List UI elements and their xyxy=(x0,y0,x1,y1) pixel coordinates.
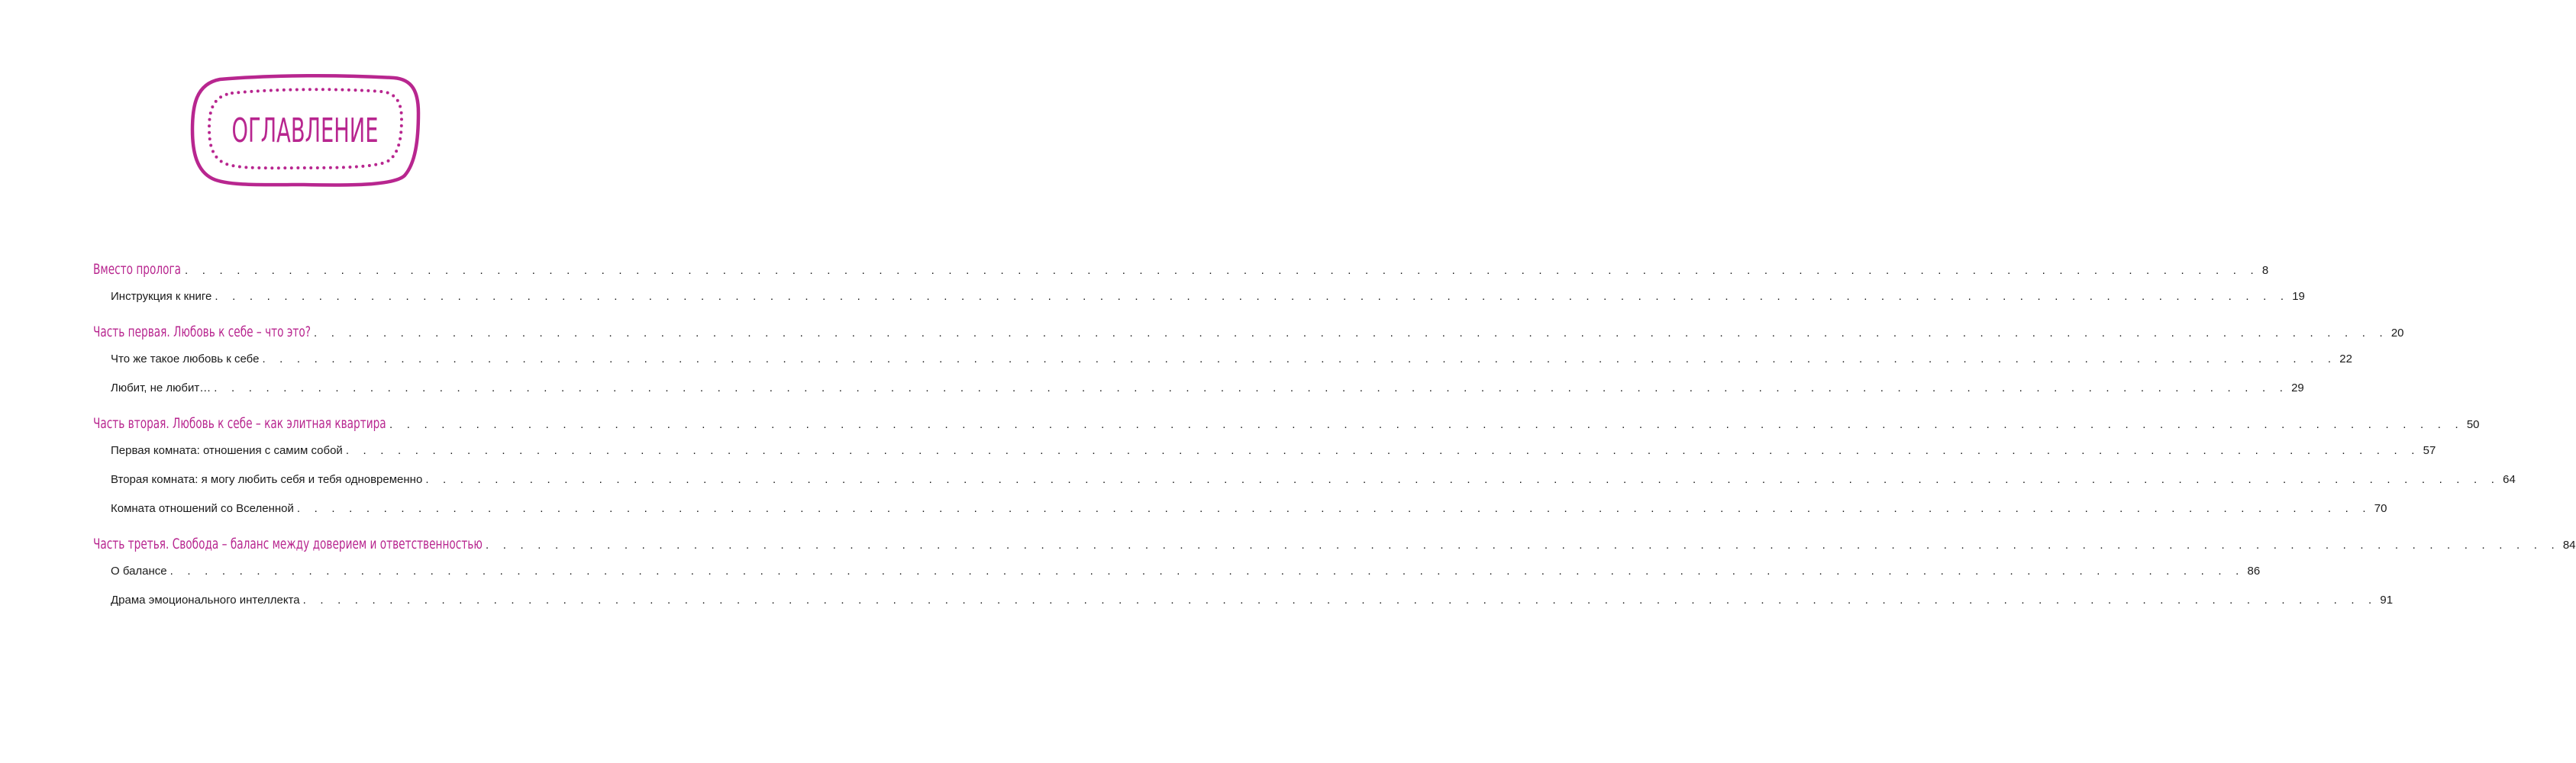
toc-part-entry[interactable] xyxy=(93,536,2576,557)
toc-entry-title-wrap xyxy=(93,324,311,340)
toc-section-entry[interactable] xyxy=(111,594,2394,615)
toc-dot-leader: . . . . . . . . . . . . . . . . . . . . . . . . . . . . . . . . . . . . . . . . . . . . . . . . . . . . . . . . . . . . . . . . . . . . . . . . . . . . . . . . . . . . . . . . . . . . . . . . . . . . . . . . . . . . . . . . . . . . . . . . xyxy=(185,264,2259,277)
toc-dot-leader: . . . . . . . . . . . . . . . . . . . . . . . . . . . . . . . . . . . . . . . . . . . . . . . . . . . . . . . . . . . . . . . . . . . . . . . . . . . . . . . . . . . . . . . . . . . . . . . . . . . . . . . . . . . . . . . . . . . . . . . . xyxy=(425,473,2500,486)
toc-part-entry[interactable] xyxy=(93,415,2480,436)
toc-entry-title: Драма эмоционального интеллекта xyxy=(111,594,300,607)
toc-page-number: 86 xyxy=(2247,565,2261,578)
toc-entry-title-wrap xyxy=(93,261,182,278)
toc-dot-leader: . . . . . . . . . . . . . . . . . . . . . . . . . . . . . . . . . . . . . . . . . . . . . . . . . . . . . . . . . . . . . . . . . . . . . . . . . . . . . . . . . . . . . . . . . . . . . . . . . . . . . . . . . . . . . . . . . . . . . . . . xyxy=(296,502,2371,515)
toc-dot-leader: . . . . . . . . . . . . . . . . . . . . . . . . . . . . . . . . . . . . . . . . . . . . . . . . . . . . . . . . . . . . . . . . . . . . . . . . . . . . . . . . . . . . . . . . . . . . . . . . . . . . . . . . . . . . . . . . . . . . . . . . xyxy=(214,382,2289,394)
toc-page-number: 70 xyxy=(2374,502,2387,515)
toc-entry-title-wrap xyxy=(93,536,483,552)
toc-section-entry[interactable] xyxy=(111,382,2304,403)
toc-dot-leader: . . . . . . . . . . . . . . . . . . . . . . . . . . . . . . . . . . . . . . . . . . . . . . . . . . . . . . . . . . . . . . . . . . . . . . . . . . . . . . . . . . . . . . . . . . . . . . . . . . . . . . . . . . . . . . . . . . . . . . . . xyxy=(302,594,2377,607)
toc-entry-title-wrap xyxy=(93,415,386,432)
page-title: ОГЛАВЛЕНИЕ xyxy=(231,111,379,150)
toc-page-number: 84 xyxy=(2562,539,2576,552)
toc-section-entry[interactable] xyxy=(111,565,2261,586)
toc-page-number: 91 xyxy=(2380,594,2394,607)
toc-dot-leader: . . . . . . . . . . . . . . . . . . . . . . . . . . . . . . . . . . . . . . . . . . . . . . . . . . . . . . . . . . . . . . . . . . . . . . . . . . . . . . . . . . . . . . . . . . . . . . . . . . . . . . . . . . . . . . . . . . . . . . . . xyxy=(262,353,2337,365)
toc-page-number: 20 xyxy=(2390,327,2404,340)
toc-page-number: 19 xyxy=(2292,290,2305,303)
toc-page-number: 50 xyxy=(2466,418,2480,431)
toc-page-number: 8 xyxy=(2261,264,2269,277)
toc-page-number: 57 xyxy=(2423,444,2436,457)
toc-dot-leader: . . . . . . . . . . . . . . . . . . . . . . . . . . . . . . . . . . . . . . . . . . . . . . . . . . . . . . . . . . . . . . . . . . . . . . . . . . . . . . . . . . . . . . . . . . . . . . . . . . . . . . . . . . . . . . . . . . . . . . . . xyxy=(486,539,2560,552)
toc-section-entry[interactable] xyxy=(111,473,2516,494)
toc-entry-title: Вторая комната: я могу любить себя и тебя одновременно xyxy=(111,473,423,486)
toc-part-entry[interactable] xyxy=(93,261,2269,282)
title-badge xyxy=(189,73,421,188)
toc-section-entry[interactable] xyxy=(111,502,2387,523)
toc-section-entry[interactable] xyxy=(111,290,2305,311)
toc-dot-leader: . . . . . . . . . . . . . . . . . . . . . . . . . . . . . . . . . . . . . . . . . . . . . . . . . . . . . . . . . . . . . . . . . . . . . . . . . . . . . . . . . . . . . . . . . . . . . . . . . . . . . . . . . . . . . . . . . . . . . . . . xyxy=(314,327,2388,340)
toc-dot-leader: . . . . . . . . . . . . . . . . . . . . . . . . . . . . . . . . . . . . . . . . . . . . . . . . . . . . . . . . . . . . . . . . . . . . . . . . . . . . . . . . . . . . . . . . . . . . . . . . . . . . . . . . . . . . . . . . . . . . . . . . xyxy=(345,444,2420,457)
toc-entry-title: Инструкция к книге xyxy=(111,290,212,303)
toc-section-entry[interactable] xyxy=(111,444,2436,465)
toc-dot-leader: . . . . . . . . . . . . . . . . . . . . . . . . . . . . . . . . . . . . . . . . . . . . . . . . . . . . . . . . . . . . . . . . . . . . . . . . . . . . . . . . . . . . . . . . . . . . . . . . . . . . . . . . . . . . . . . . . . . . . . . . xyxy=(389,418,2464,431)
toc-entry-title: Что же такое любовь к себе xyxy=(111,353,260,365)
toc-entry-title: Комната отношений со Вселенной xyxy=(111,502,294,515)
toc-dot-leader: . . . . . . . . . . . . . . . . . . . . . . . . . . . . . . . . . . . . . . . . . . . . . . . . . . . . . . . . . . . . . . . . . . . . . . . . . . . . . . . . . . . . . . . . . . . . . . . . . . . . . . . . . . . . . . . . . . . . . . . . xyxy=(215,290,2290,303)
toc-entry-title: Часть третья. Свобода – баланс между доверием и ответственностью xyxy=(93,536,483,552)
toc-entry-title: Любит, не любит… xyxy=(111,382,211,394)
toc-page-number: 22 xyxy=(2339,353,2352,365)
toc-entry-title: Вместо пролога xyxy=(93,261,182,278)
toc-part-entry[interactable] xyxy=(93,324,2404,345)
toc-entry-title: Часть первая. Любовь к себе – что это? xyxy=(93,324,311,340)
toc-entry-title: Часть вторая. Любовь к себе – как элитная квартира xyxy=(93,415,386,432)
toc-dot-leader: . . . . . . . . . . . . . . . . . . . . . . . . . . . . . . . . . . . . . . . . . . . . . . . . . . . . . . . . . . . . . . . . . . . . . . . . . . . . . . . . . . . . . . . . . . . . . . . . . . . . . . . . . . . . . . . . . . . . . . . . xyxy=(169,565,2245,578)
toc-section-entry[interactable] xyxy=(111,353,2352,374)
toc-page-number: 29 xyxy=(2291,382,2304,394)
toc-page-number: 64 xyxy=(2503,473,2516,486)
toc-entry-title: О балансе xyxy=(111,565,167,578)
toc-entry-title: Первая комната: отношения с самим собой xyxy=(111,444,343,457)
